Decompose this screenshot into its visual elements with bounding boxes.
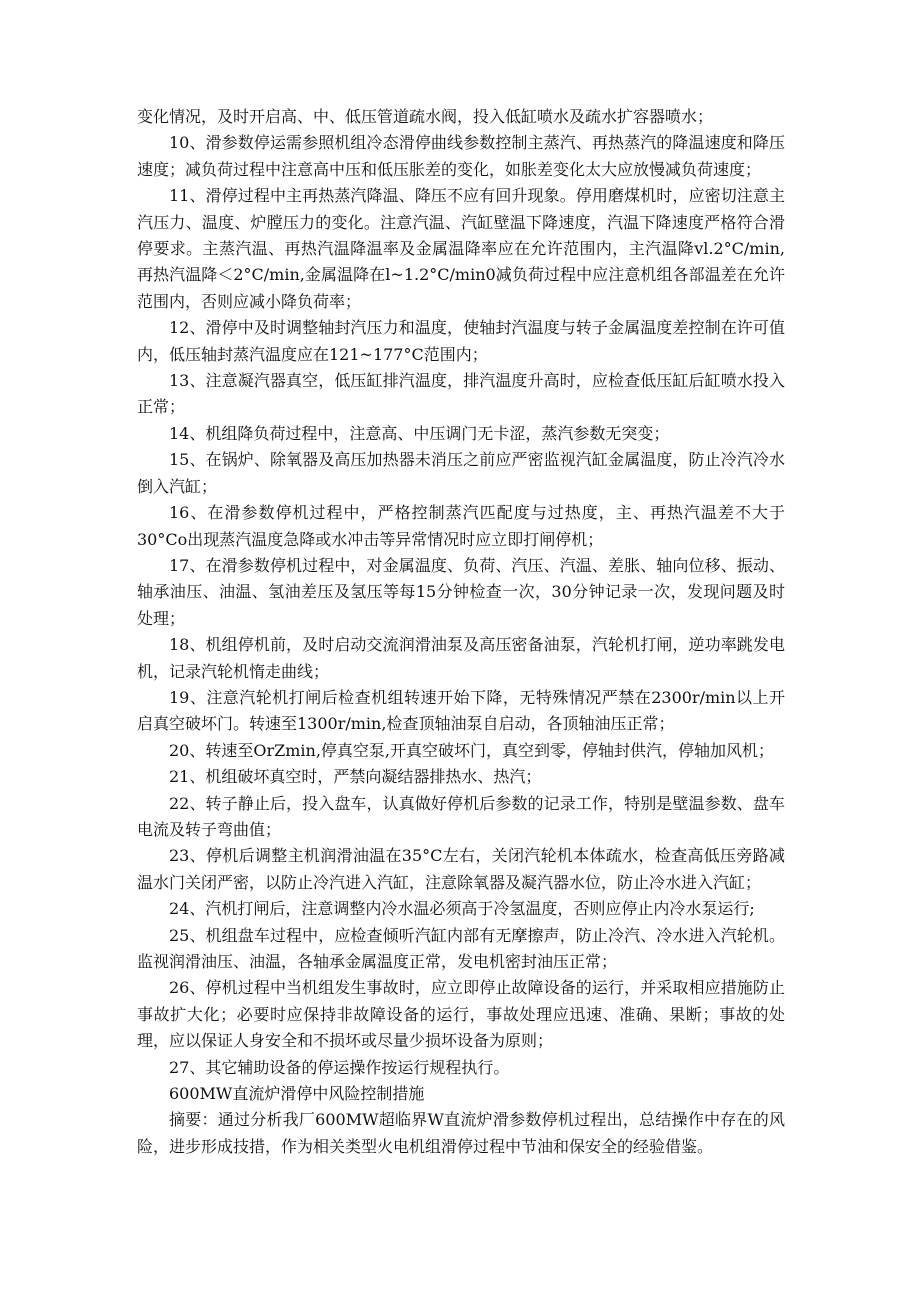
paragraph-item-12: 12、滑停中及时调整轴封汽压力和温度，使轴封汽温度与转子金属温度差控制在许可值内，低压轴封蒸汽温度应在121~177°C范围内； (137, 318, 785, 364)
paragraph-item-10: 10、滑参数停运需参照机组冷态滑停曲线参数控制主蒸汽、再热蒸汽的降温速度和降压速度；减负荷过程中注意高中压和低压胀差的变化，如胀差变化太大应放慢减负荷速度； (137, 133, 785, 179)
paragraph-item-21: 21、机组破坏真空时，严禁向凝结器排热水、热汽； (169, 767, 542, 787)
paragraph-item-17: 17、在滑参数停机过程中，对金属温度、负荷、汽压、汽温、差胀、轴向位移、振动、轴承油压、油温、氢油差压及氢压等每15分钟检查一次，30分钟记录一次，发现问题及时处理； (137, 555, 785, 628)
paragraph-item-23: 23、停机后调整主机润滑油温在35°C左右，关闭汽轮机本体疏水，检查高低压旁路减温水门关闭严密，以防止冷汽进入汽缸，注意除氧器及凝汽器水位，防止冷水进入汽缸； (137, 846, 785, 892)
paragraph-item-25: 25、机组盘车过程中，应检查倾听汽缸内部有无摩擦声，防止冷汽、冷水进入汽轮机。监视润滑油压、油温，各轴承金属温度正常，发电机密封油压正常； (137, 925, 785, 971)
document-body (137, 104, 785, 1160)
paragraph-item-19: 19、注意汽轮机打闸后检查机组转速开始下降，无特殊情况严禁在2300r∕min以上开启真空破坏门。转速至1300r∕min,检查顶轴油泵自启动，各顶轴油压正常； (137, 687, 785, 734)
abstract-paragraph: 摘要：通过分析我厂600MW超临界W直流炉滑参数停机过程出，总结操作中存在的风险，进步形成技措，作为相关类型火电机组滑停过程中节油和保安全的经验借鉴。 (137, 1110, 785, 1156)
paragraph-item-13: 13、注意凝汽器真空，低压缸排汽温度，排汽温度升高时，应检查低压缸后缸喷水投入正常； (137, 371, 785, 417)
paragraph-item-14: 14、机组降负荷过程中，注意高、中压调门无卡涩，蒸汽参数无突变； (169, 423, 670, 443)
paragraph-item-20: 20、转速至OrZmin,停真空泵,开真空破坏门，真空到零，停轴封供汽，停轴加风机； (169, 740, 775, 760)
paragraph-item-15: 15、在锅炉、除氧器及高压加热器未消压之前应严密监视汽缸金属温度，防止冷汽冷水倒入汽缸； (137, 450, 785, 496)
paragraph-continuation: 变化情况，及时开启高、中、低压管道疏水阀，投入低缸喷水及疏水扩容器喷水； (137, 107, 714, 126)
paragraph-item-26: 26、停机过程中当机组发生事故时，应立即停止故障设备的运行，并采取相应措施防止事故扩大化；必要时应保持非故障设备的运行，事故处理应迅速、准确、果断；事故的处理，应以保证人身安全和不损坏或尽量少损坏设备为原则； (137, 978, 785, 1051)
paragraph-item-27: 27、其它辅助设备的停运操作按运行规程执行。 (169, 1057, 510, 1077)
paragraph-item-22: 22、转子静止后，投入盘车，认真做好停机后参数的记录工作，特别是壁温参数、盘车电流及转子弯曲值； (137, 793, 785, 839)
section-title: 600MW直流炉滑停中风险控制措施 (169, 1084, 425, 1104)
paragraph-item-16: 16、在滑参数停机过程中，严格控制蒸汽匹配度与过热度，主、再热汽温差不大于30°Co出现蒸汽温度急降或水冲击等异常情况时应立即打闸停机； (137, 503, 785, 549)
paragraph-item-24: 24、汽机打闸后，注意调整内冷水温必须高于冷氢温度，否则应停止内冷水泵运行; (169, 899, 755, 919)
paragraph-item-11: 11、滑停过程中主再热蒸汽降温、降压不应有回升现象。停用磨煤机时，应密切注意主汽压力、温度、炉膛压力的变化。注意汽温、汽缸壁温下降速度，汽温下降速度严格符合滑停要求。主蒸汽温、再热汽温降温率及金属温降率应在允许范围内，主汽温降vl.2°C∕min,再热汽温降＜2°C∕min,金属温降在l~1.2°C∕min0减负荷过程中应注意机组各部温差在允许范围内，否则应减小降负荷率； (137, 186, 785, 311)
paragraph-item-18: 18、机组停机前，及时启动交流润滑油泵及高压密备油泵，汽轮机打闸，逆功率跳发电机，记录汽轮机惰走曲线； (137, 635, 785, 681)
